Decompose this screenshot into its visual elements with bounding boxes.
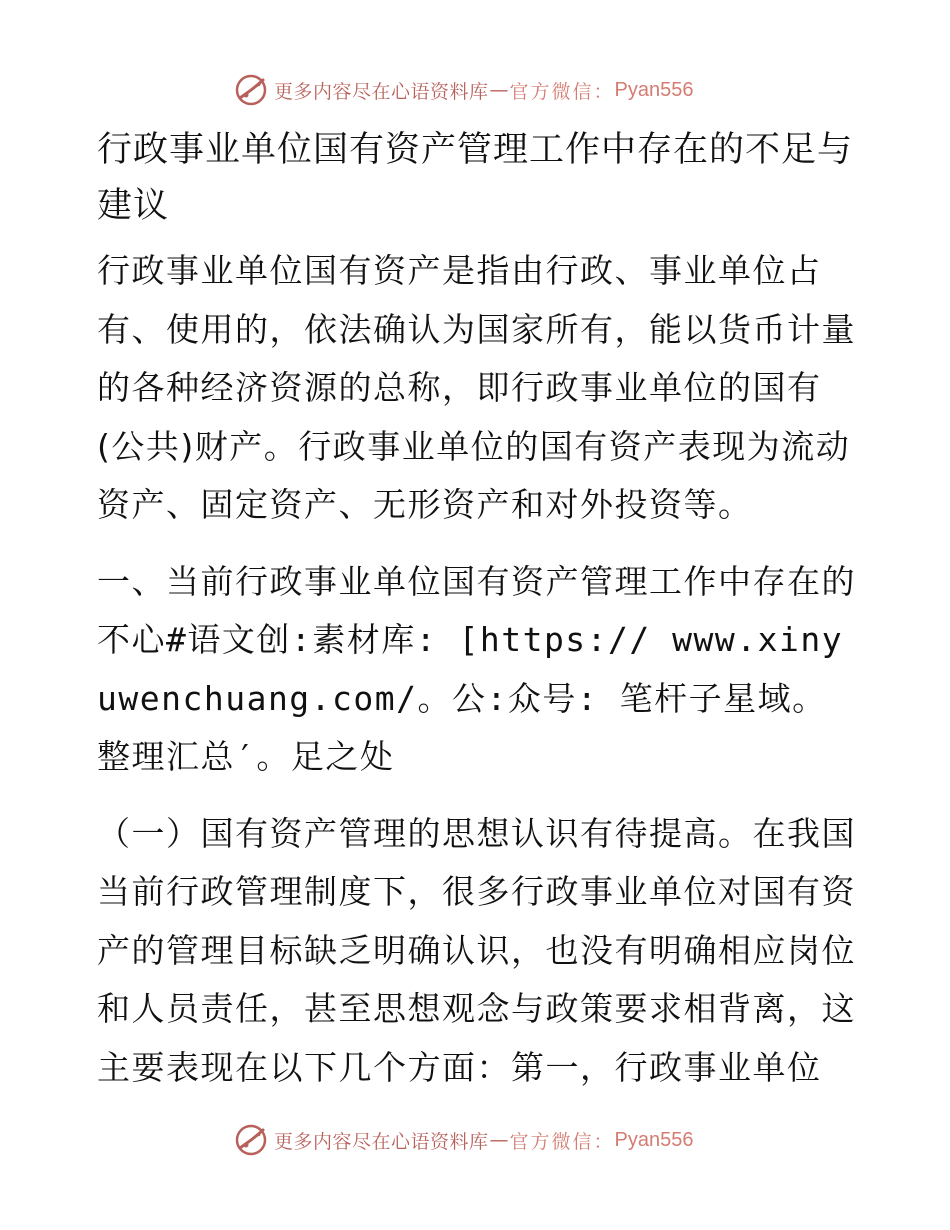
banner-brand-text: 更多内容尽在心语资料库 (274, 80, 489, 103)
paragraph-section-heading: 一、当前行政事业单位国有资产管理工作中存在的不心#语文创:素材库: [https:// www.xinyuwenchuang.com/。公:众号: 笔杆子星域。整理汇总′。足之处 (97, 561, 856, 776)
banner-wechat-label: 官方微信： (509, 1130, 615, 1153)
banner-wechat-label: 官方微信： (509, 80, 615, 103)
banner-dash: — (489, 79, 509, 101)
banner-brand-text: 更多内容尽在心语资料库 (274, 1130, 489, 1153)
pen-logo-icon (234, 73, 268, 107)
pen-logo-icon (234, 1123, 268, 1157)
banner-wechat-id: Pyan556 (614, 1128, 694, 1151)
header-banner (234, 70, 694, 110)
paragraph-point-one: （一）国有资产管理的思想认识有待提高。在我国当前行政管理制度下，很多行政事业单位对国有资产的管理目标缺乏明确认识，也没有明确相应岗位和人员责任，甚至思想观念与政策要求相背离，这主要表现在以下几个方面：第一，行政事业单位 (97, 813, 856, 1087)
document-body (97, 122, 857, 1115)
document-title: 行政事业单位国有资产管理工作中存在的不足与建议 (97, 130, 854, 226)
footer-banner (234, 1120, 694, 1160)
banner-wechat-id: Pyan556 (614, 78, 694, 101)
banner-dash: — (489, 1129, 509, 1151)
paragraph-intro: 行政事业单位国有资产是指由行政、事业单位占有、使用的，依法确认为国家所有，能以货币计量的各种经济资源的总称，即行政事业单位的国有(公共)财产。行政事业单位的国有资产表现为流动资产、固定资产、无形资产和对外投资等。 (97, 251, 856, 524)
